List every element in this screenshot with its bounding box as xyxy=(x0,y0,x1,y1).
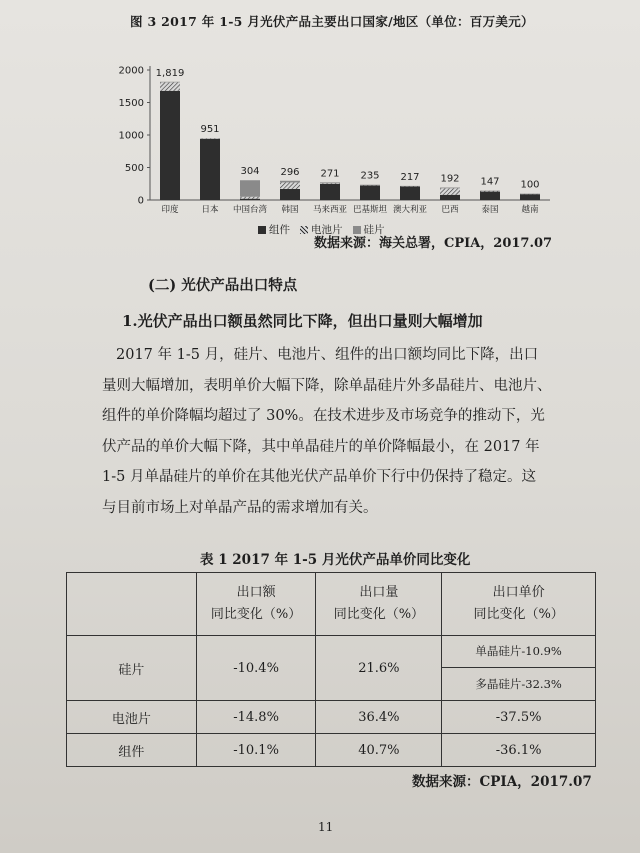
paragraph-line: 与目前市场上对单晶产品的需求增加有关。 xyxy=(102,499,378,516)
y-tick-label: 500 xyxy=(124,163,144,174)
bar-segment-module xyxy=(400,186,420,200)
bar-segment-wafer xyxy=(280,181,300,183)
figure-source: 数据来源：海关总署，CPIA，2017.07 xyxy=(314,236,553,251)
legend-label: 硅片 xyxy=(363,224,385,236)
header-line: 出口单价 xyxy=(492,585,545,600)
table-row xyxy=(67,701,596,734)
bar-value-label: 147 xyxy=(480,176,500,188)
legend-label: 电池片 xyxy=(311,224,343,236)
table-row xyxy=(67,636,596,701)
bar-segment-wafer xyxy=(440,188,460,189)
legend-item-module xyxy=(258,222,290,237)
bar-value-label: 951 xyxy=(200,124,220,136)
header-line: 同比变化（%） xyxy=(210,607,302,622)
cell-price: -37.5% xyxy=(442,701,596,734)
bar-value-label: 192 xyxy=(440,173,460,185)
table-title: 表 1 2017 年 1-5 月光伏产品单价同比变化 xyxy=(200,552,471,568)
bar-segment-cell xyxy=(280,182,300,189)
cell-price: -36.1% xyxy=(442,734,596,767)
cell-price-mono: 单晶硅片-10.9% xyxy=(442,636,595,668)
bar-segment-wafer xyxy=(240,180,260,197)
x-tick-label: 泰国 xyxy=(481,205,499,215)
bar-segment-cell xyxy=(480,191,500,192)
paragraph-line: 2017 年 1-5 月，硅片、电池片、组件的出口额均同比下降，出口 xyxy=(116,347,539,363)
bar-value-label: 304 xyxy=(240,166,260,178)
cell-value: -10.1% xyxy=(196,734,316,767)
bar-segment-module xyxy=(160,91,180,200)
table-source: 数据来源：CPIA，2017.07 xyxy=(412,774,592,790)
bar-value-label: 100 xyxy=(520,179,540,191)
x-tick-label: 日本 xyxy=(201,205,219,215)
header-line: 同比变化（%） xyxy=(473,607,564,622)
bar-value-label: 296 xyxy=(280,166,300,178)
paragraph-line: 1-5 月单晶硅片的单价在其他光伏产品单价下行中仍保持了稳定。这 xyxy=(102,469,536,485)
price-change-table xyxy=(66,572,596,767)
table-header-price xyxy=(442,573,596,636)
paragraph-line: 组件的单价降幅均超过了 30%。在技术进步及市场竞争的推动下，光 xyxy=(102,408,545,424)
y-tick-label: 1000 xyxy=(118,130,144,142)
body-paragraph xyxy=(102,340,590,523)
bar-value-label: 1,819 xyxy=(155,67,185,79)
price-split xyxy=(442,636,595,700)
cell-value: -10.4% xyxy=(196,636,316,701)
y-tick-label: 0 xyxy=(137,195,144,207)
x-tick-label: 澳大利亚 xyxy=(392,205,428,215)
cell-volume: 40.7% xyxy=(316,734,442,767)
bar-segment-wafer xyxy=(320,182,340,183)
paragraph-line: 伏产品的单价大幅下降，其中单晶硅片的单价降幅最小，在 2017 年 xyxy=(102,438,540,455)
row-label-module: 组件 xyxy=(67,734,197,767)
bar-segment-module xyxy=(520,194,540,200)
table-header-value xyxy=(196,573,316,636)
legend-label: 组件 xyxy=(269,224,290,236)
bar-value-label: 235 xyxy=(360,170,380,182)
header-line: 出口量 xyxy=(359,585,399,600)
bar-segment-cell xyxy=(440,188,460,195)
section-heading: (二) 光伏产品出口特点 xyxy=(148,277,298,294)
x-tick-label: 马来西亚 xyxy=(312,205,348,215)
cell-price-multi: 多晶硅片-32.3% xyxy=(475,677,562,691)
y-tick-label: 1500 xyxy=(118,98,144,109)
x-tick-label: 巴西 xyxy=(441,205,459,215)
paragraph-line: 量则大幅增加，表明单价大幅下降，除单晶硅片外多晶硅片、电池片、 xyxy=(102,377,552,394)
header-line: 同比变化（%） xyxy=(333,607,425,622)
bar-segment-module xyxy=(240,199,260,200)
bar-segment-cell xyxy=(240,197,260,199)
bar-chart xyxy=(100,58,560,218)
bar-segment-cell xyxy=(320,183,340,184)
bar-segment-wafer xyxy=(160,82,180,83)
bar-segment-module xyxy=(360,185,380,200)
table-header-volume xyxy=(316,573,442,636)
x-tick-label: 中国台湾 xyxy=(232,205,268,215)
cell-volume: 21.6% xyxy=(316,636,442,701)
bar-segment-cell xyxy=(160,82,180,90)
page-number: 11 xyxy=(318,820,334,834)
bar-segment-module xyxy=(440,195,460,200)
figure-title: 图 3 2017 年 1-5 月光伏产品主要出口国家/地区（单位：百万美元） xyxy=(130,14,534,29)
header-line: 出口额 xyxy=(236,585,276,600)
cell-price-split xyxy=(442,636,596,701)
bar-segment-module xyxy=(480,192,500,200)
bar-segment-module xyxy=(280,189,300,200)
x-tick-label: 越南 xyxy=(521,205,539,215)
bar-value-label: 271 xyxy=(320,168,340,180)
row-label-wafer: 硅片 xyxy=(67,636,197,701)
x-tick-label: 巴基斯坦 xyxy=(352,205,388,215)
bar-segment-module xyxy=(320,184,340,200)
subsection-heading: 1.光伏产品出口额虽然同比下降，但出口量则大幅增加 xyxy=(122,312,483,330)
legend-swatch-module xyxy=(258,226,266,234)
x-tick-label: 韩国 xyxy=(281,205,299,215)
cell-value: -14.8% xyxy=(196,701,316,734)
cell-volume: 36.4% xyxy=(316,701,442,734)
y-tick-label: 2000 xyxy=(118,65,144,77)
x-tick-label: 印度 xyxy=(161,205,179,215)
bar-value-label: 217 xyxy=(400,171,420,183)
table-header-empty xyxy=(67,573,197,636)
bar-segment-module xyxy=(200,139,220,200)
table-header-row xyxy=(67,573,596,636)
legend-swatch-cell xyxy=(300,226,308,234)
table-row xyxy=(67,734,596,767)
row-label-cell: 电池片 xyxy=(67,701,197,734)
